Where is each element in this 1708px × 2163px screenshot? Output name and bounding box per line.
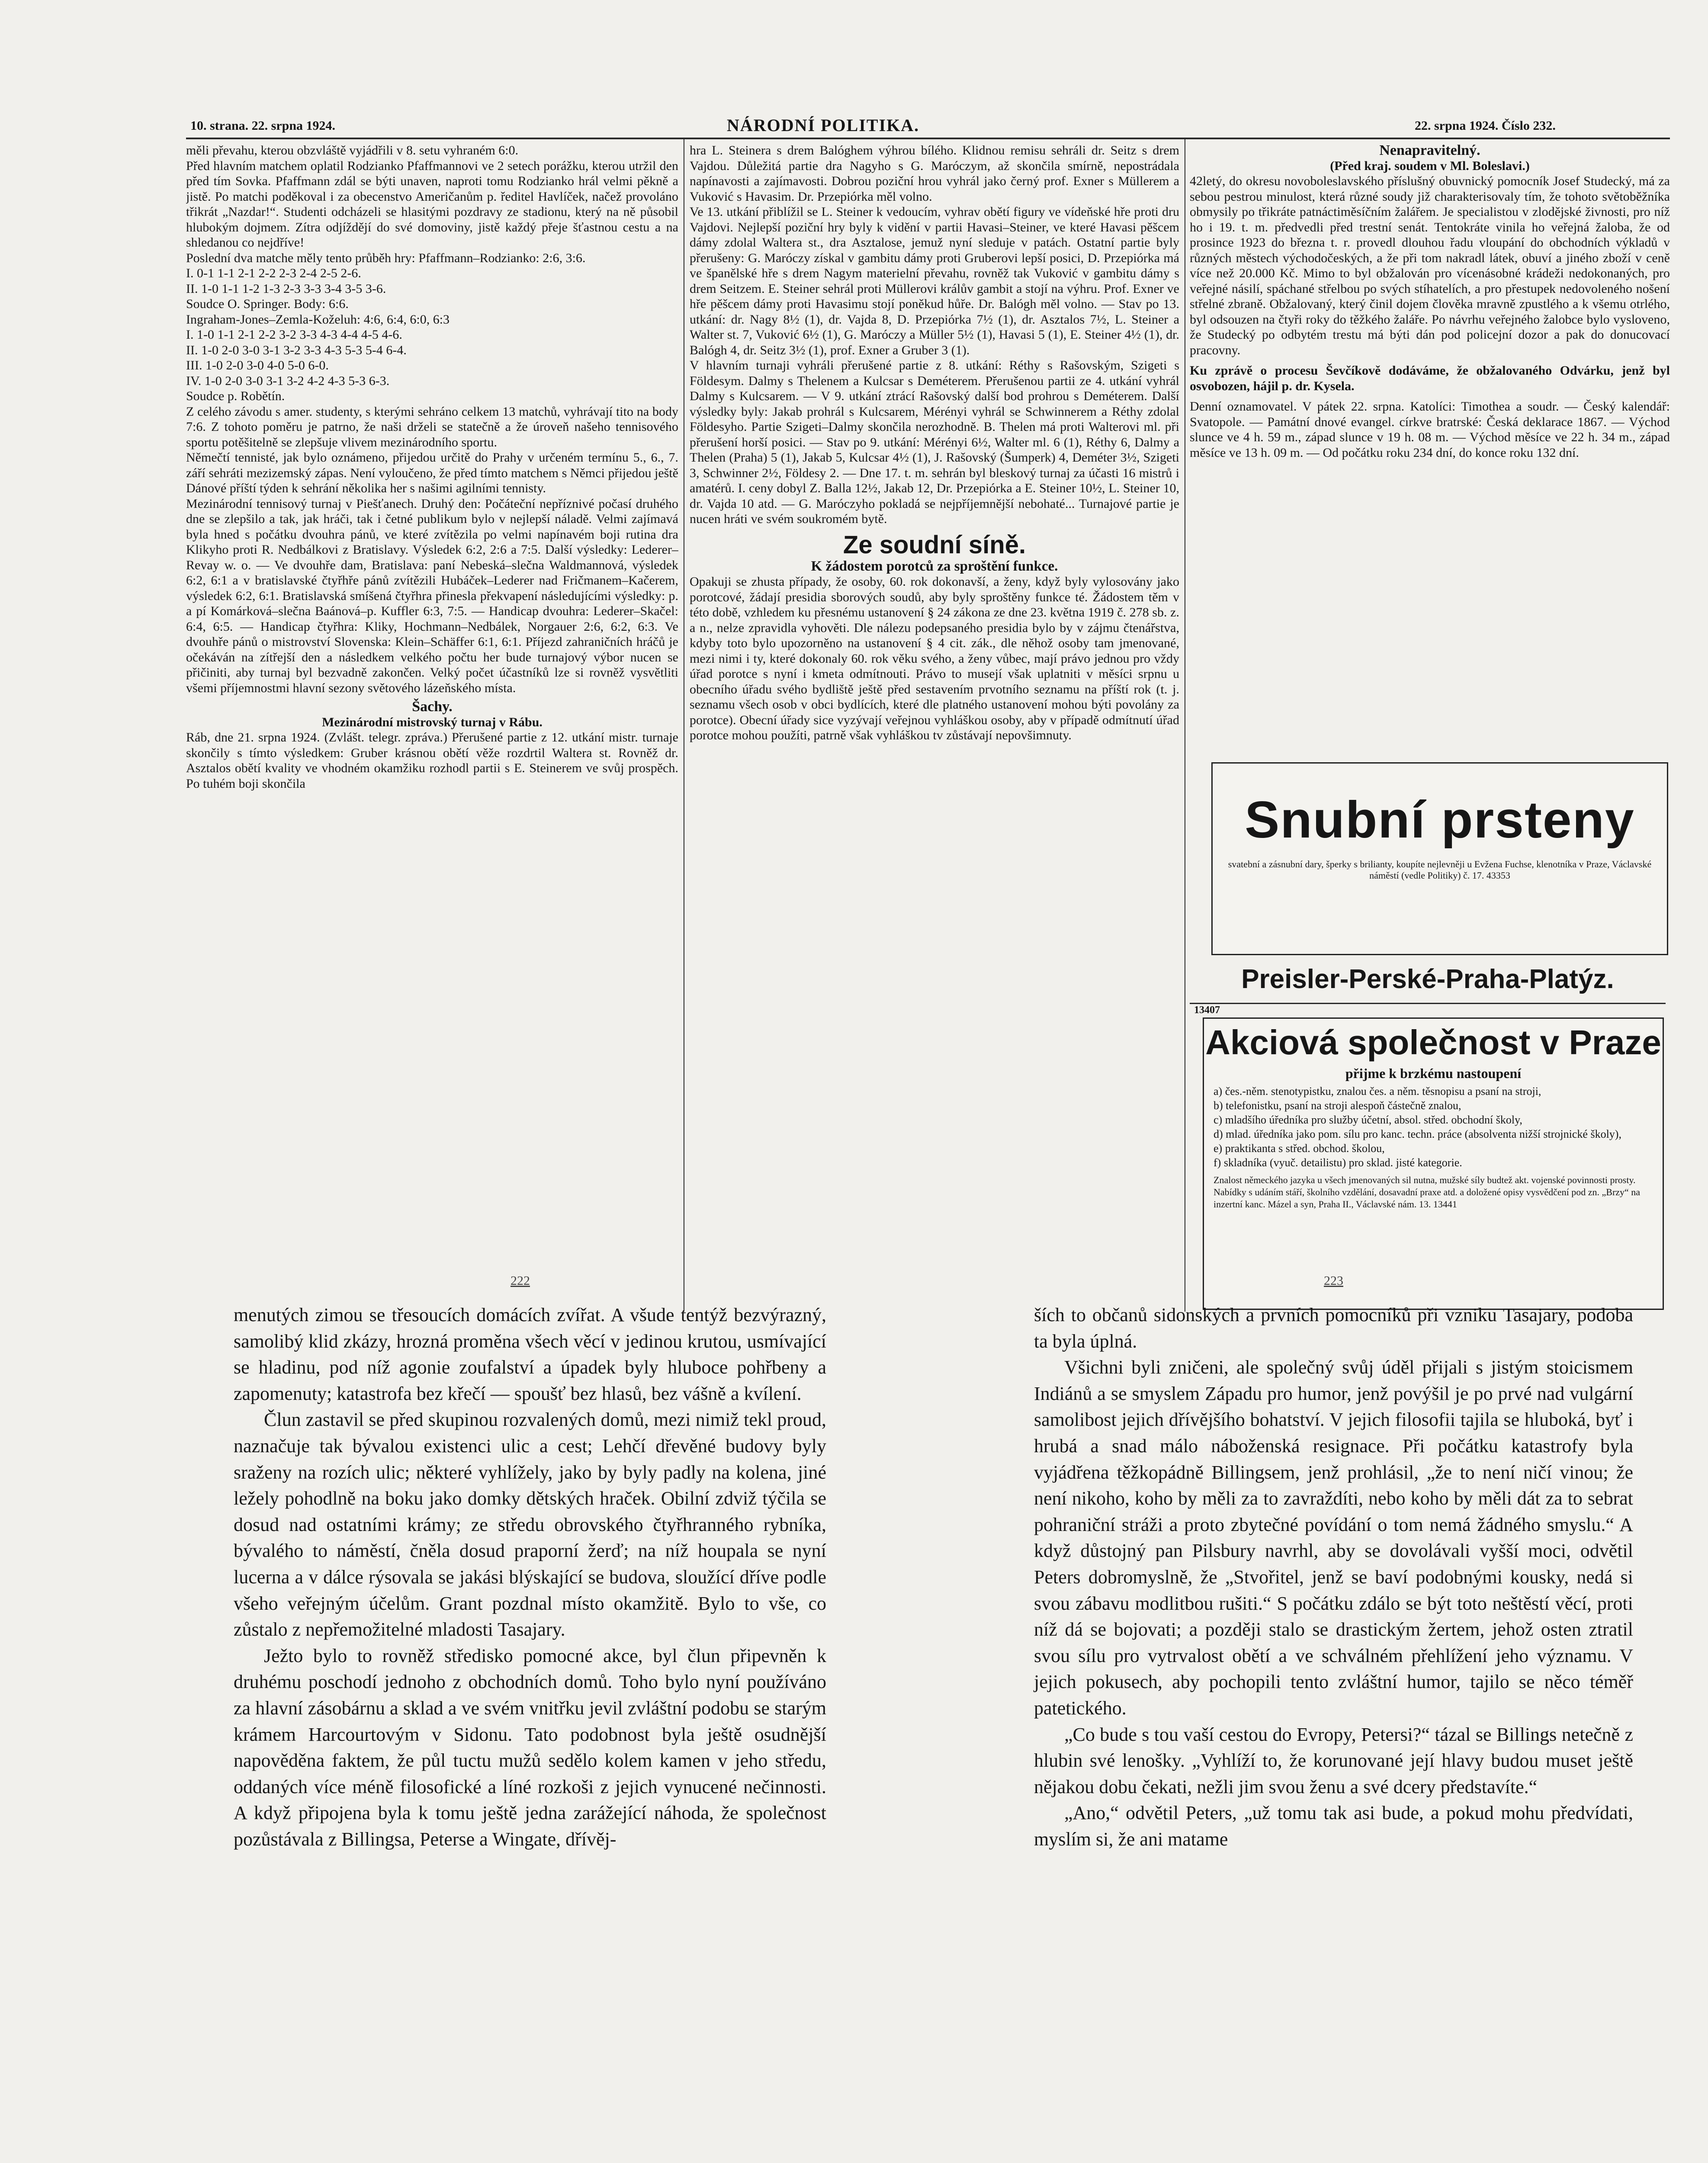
header-right: 22. srpna 1924. Číslo 232.	[1415, 119, 1556, 133]
article-heading: Mezinárodní mistrovský turnaj v Rábu.	[322, 715, 543, 729]
book-paragraph: Všichni byli zničeni, ale společný svůj úděl přijali s jistým stoicismem Indiánů a se smyslem Západu pro humor, jenž povýšil je po prvé nad vulgární samolibost jejich dřívějšího bohatství. V jejich filosofii tajila se hluboká, byť i hrubá a snad málo náboženská resignace. Při počátku katastrofy byla vyjádřena těžkopádně Billingsem, jenž prohlásil, „že to není ničí vinou; že není nikoho, koho by měli za to zavraždíti, nebo koho by měli dát za to sebrat pohraniční stráži a proto zbytečné povídání o tom nemá žádného smyslu.“ A když důstojný pan Pilsbury navrhl, aby se dovolávali vyšší moci, odvětil Peters dobromyslně, že „Stvořitel, jenž se baví podobnými kousky, nedá si svou zábavu modlitbou rušiti.“ S počátku zdálo se být toto neštěstí věcí, proti níž dá se bojovati; a později stalo se drastickým žertem, jehož osten ztratil svou sílu pro vytrvalost obětí a ve schválném přehlížení jeho významu. V jejich pokusech, aby pochopili tento zvláštní humor, tajilo se něco téměř patetického.	[1034, 1357, 1633, 1719]
section-heading-court: Ze soudní síně.	[843, 530, 1026, 559]
book-paragraph: Ježto bylo to rovněž středisko pomocné akce, byl člun připevněn k druhému poschodí jednoho z obchodních domů. Toho bylo nyní používáno za hlavní zásobárnu a sklad a ve svém vnitřku jevil zvláštní podobu se starým krámem Harcourtovým v Sidonu. Tato podobnost byla ještě osudnější napověděna faktem, že půl tuctu mužů sedělo kolem kamen v jeho středu, oddaných více méně filosofické a líné rozkoši z jejich vynucené nečinnosti. A když připojena byla k tomu ještě jedna zarážející náhoda, že společnost pozůstávala z Billingsa, Peterse a Wingate, dřívěj-	[234, 1645, 826, 1850]
score-line: IV. 1-0 2-0 3-0 3-1 3-2 4-2 4-3 5-3 6-3.	[186, 373, 390, 388]
article-paragraph: Ku zprávě o procesu Ševčíkově dodáváme, že obžalovaného Odvárku, jenž byl osvobozen, hájil p. dr. Kysela.	[1190, 363, 1670, 393]
ad-title: Akciová společnost v Praze	[1205, 1023, 1661, 1062]
section-heading-chess: Šachy.	[412, 699, 453, 715]
score-line: I. 1-0 1-1 2-1 2-2 3-2 3-3 4-3 4-4 4-5 4-6.	[186, 327, 402, 342]
ad-code: 13407	[1194, 1004, 1220, 1016]
article-paragraph: Opakuji se zhusta případy, že osoby, 60. rok dokonavší, a ženy, když byly vylosovány jako porotcové, žádají presidia sborových soudů, aby byly sproštěny funkce té. Žádostem těm v této době, vzhledem ku přesnému ustanovení § 24 zákona ze dne 23. května 1919 č. 278 sb. z. a n., nelze zpravidla vyhověti. Dle nálezu podepsaného presidia bylo by v zájmu čtenářstva, kdyby toto bylo upozorněno na ustanovení § 4 cit. zák., dle něhož osoby tam jmenované, mezi nimi i ty, které dokonaly 60. rok věku svého, a ženy vůbec, mají právo jednou pro vždy úřad porotce s nyní i kmeta odmítnouti. Právo to musejí však uplatniti v měsíci srpnu u obecního úřadu svého bydliště ještě před sestavením prvotního seznamu na příští rok (t. j. seznamu všech osob v obci bydlících, které dle platného ustanovení mohou býti povolány za porotce). Obecní úřady sice vyzývají veřejnou vyhláškou osoby, aby v případě odmítnutí úřad porotce mohou použíti, patrně však vyhláškou tv zůstávají nepovšimnuty.	[690, 574, 1179, 742]
daily-notice: Denní oznamovatel. V pátek 22. srpna. Katolíci: Timothea a soudr. — Český kalendář: Svatopole. — Památní dnové evangel. církve bratrské: Česká deklarace 1867. — Východ slunce ve 4 h. 59 m., západ slunce v 19 h. 08 m. — Východ měsíce ve 22 h. 34 m., západ měsíce ve 13 h. 09 m. — Od počátku roku 234 dní, do konce roku 132 dní.	[1190, 399, 1670, 460]
ad-title: Snubní prsteny	[1245, 791, 1635, 849]
book-paragraph: „Co bude s tou vaší cestou do Evropy, Petersi?“ tázal se Billings netečně z hlubin své lenošky. „Vyhlíží to, že korunované její hlavy budou muset ještě nějakou dobu čekati, nežli jim svou ženu a své dcery představíte.“	[1034, 1723, 1633, 1797]
article-heading: Nenapravitelný.	[1379, 143, 1480, 158]
score-line: Ingraham-Jones–Zemla-Koželuh: 4:6, 6:4, 6:0, 6:3	[186, 312, 450, 327]
book-paragraph: Člun zastavil se před skupinou rozvalených domů, mezi nimiž tekl proud, naznačuje tak bývalou existenci ulic a cest; Lehčí dřevěné budovy byly sraženy na rozích ulic; některé vyhlížely, jako by byly padly na kolena, jiné ležely pohodlně na boku jako domky dětských hraček. Obilní zdviž týčila se dosud nad ostatními krámy; ze středu obrovského čtyřhranného rybníka, bývalého to náměstí, čněla dosud praporní žerď; na níž houpala se nyní lucerna a v dálce rýsovala se jakási blýskající se budova, sloužící dříve podle všeho veřejným účelům. Grant pozdnal místo okamžitě. Bylo to vše, co zůstalo z nepřemožitelné mladosti Tasajary.	[234, 1409, 826, 1640]
advertisement-carpets: Preisler-Perské-Praha-Platýz.	[1241, 964, 1614, 994]
score-line: Soudce O. Springer. Body: 6:6.	[186, 297, 349, 311]
score-line: II. 1-0 1-1 1-2 1-3 2-3 3-3 3-4 3-5 3-6.	[186, 281, 386, 296]
article-paragraph: Z celého závodu s amer. studenty, s kterými sehráno celkem 13 matchů, vyhrávají tito na body 7:6. Z tohoto poměru je patrno, že naši drželi se statečně a že úroveň našeho tennisového sportu potěšitelně se zlepšuje vlivem mezinárodního sportu.	[186, 404, 678, 449]
header-rule	[186, 138, 1670, 139]
article-paragraph: Ráb, dne 21. srpna 1924. (Zvlášt. telegr. zpráva.) Přerušené partie z 12. utkání mistr. turnaje skončily s tímto výsledkem: Gruber krásnou obětí věže rozdrtil Waltera st. Rovněž dr. Asztalos obětí kvality ve vhodném okamžiku rozhodl partii s E. Steinerem ve svůj prospěch. Po tuhém boji skončila	[186, 730, 678, 791]
book-paragraph: menutých zimou se třesoucích domácích zvířat. A všude tentýž bezvýrazný, samolibý klid zkázy, hrozná proměna všech věcí v jedinou krutou, usmívající se hladinu, pod níž agonie zoufalství a úpadek byly hluboce pohřbeny a zapomenuty; katastrofa bez křečí — spoušť bez hlasů, bez vášně a kvílení.	[234, 1304, 826, 1404]
ad-text: svatební a zásnubní dary, šperky s brilianty, koupíte nejlevněji u Evžena Fuchse, klenotníka v Praze, Václavské náměstí (vedle Politiky) č. 17. 43353	[1228, 859, 1652, 881]
job-item: f) skladníka (vyuč. detailistu) pro sklad. jisté kategorie.	[1214, 1156, 1462, 1169]
divider	[1190, 1003, 1666, 1004]
job-item: c) mladšího úředníka pro služby účetní, absol. střed. obchodní školy,	[1214, 1114, 1522, 1126]
article-paragraph: Ve 13. utkání přiblížil se L. Steiner k vedoucím, vyhrav obětí figury ve vídeňské hře proti dru Vajdovi. Nejlepší poziční hry byly k vidění v partii Havasi–Steiner, ve které Havasi pěšcem dámy zdolal Waltera st., dra Asztalose, jemuž nyní sleduje v patách. Ostatní partie byly přerušeny: G. Maróczy získal v gambitu dámy proti Gruberovi lepší posici, D. Przepiórka má ve španělské hře s drem Nagym materielní převahu, rovněž tak Vuković v gambitu dámy s drem Seitzem. E. Steiner sehrál proti Müllerovi králův gambit a stojí na výhru. Prof. Exner ve hře pěšcem dámy proti Havasimu stojí poněkud hůře. Dr. Balógh měl volno. — Stav po 13. utkání: dr. Nagy 8½ (1), dr. Vajda 8, D. Przepiórka 7½ (1), dr. Asztalos 7½, L. Steiner a Walter st. 7, Vuković 6½ (1), G. Maróczy a Müller 5½ (1), Havasi 5 (1), E. Steiner 4½ (1), dr. Balógh 4, dr. Seitz 3½ (1), prof. Exner a Gruber 3 (1).	[690, 205, 1179, 357]
article-heading: K žádostem porotců za sproštění funkce.	[811, 558, 1058, 574]
book-paragraph: ších to občanů sidonských a prvních pomocníků při vzniku Tasajary, podoba ta byla úplná.	[1034, 1304, 1633, 1352]
page-number-left: 222	[510, 1274, 530, 1288]
score-line: I. 0-1 1-1 2-1 2-2 2-3 2-4 2-5 2-6.	[186, 266, 361, 280]
book-paragraph: „Ano,“ odvětil Peters, „už tomu tak asi bude, a pokud mohu předvídati, myslím si, že ani matame	[1034, 1802, 1633, 1850]
masthead: NÁRODNÍ POLITIKA.	[727, 116, 920, 135]
newspaper-column-3	[1190, 143, 1670, 757]
article-paragraph: Němečtí tennisté, jak bylo oznámeno, přijedou určitě do Prahy v určeném termínu 5., 6., 7. září sehráti mezizemský zápas. Není vyloučeno, že před tímto matchem s Němci přijedou ještě Dánové příští týden k sehrání několika her s našimi agilními tennisty.	[186, 450, 678, 495]
article-paragraph: 42letý, do okresu novoboleslavského příslušný obuvnický pomocník Josef Studecký, má za sebou pestrou minulost, která různé soudy již charakterisovaly tím, že tohoto světoběžníka obmysily po třikráte patnáctiměsíčním žalářem. Je specialistou v zlodějské živnosti, pro níž ho i 19. t. m. předvedli před trestní senát. Tentokráte vinila ho veřejná žaloba, že od prosince 1923 do března t. r. provedl dlouhou řadu vloupání do obchodních výkladů v různých městech východočeských, a že při tom nakradl látek, obuví a jiného zboží v ceně více než 20.000 Kč. Mimo to byl obžalován pro vícenásobné krádeži nedokonaných, pro veřejné násilí, spáchané střelbou po svých stíhatelích, a pro přestupek nedovoleného nošení střelné zbraně. Obžalovaný, který činil dojem člověka mravně zpustlého a k všemu otrlého, byl odsouzen na čtyři roky do těžkého žaláře. Po návrhu veřejného žalobce bylo vysloveno, že Studecký po odbytém trestu má býti dán pod policejní dozor a pak do donucovací pracovny.	[1190, 174, 1670, 357]
newspaper-column-2	[690, 143, 1179, 1306]
header-left: 10. strana. 22. srpna 1924.	[190, 119, 336, 133]
book-page-right	[1034, 1302, 1633, 2163]
job-item: d) mlad. úředníka jako pom. sílu pro kanc. techn. práce (absolventa nižší strojnické školy),	[1214, 1128, 1621, 1140]
advertisement-jobs	[1203, 1017, 1664, 1310]
advertisement-rings	[1211, 762, 1668, 955]
article-paragraph: Poslední dva matche měly tento průběh hry: Pfaffmann–Rodzianko: 2:6, 3:6.	[186, 250, 586, 265]
article-paragraph: Mezinárodní tennisový turnaj v Piešťanech. Druhý den: Počáteční nepříznivé počasí druhého dne se zlepšilo a tak, jak hráči, tak i četné publikum bylo v nejlepší náladě. Velmi zajímavá byla hned s počátku dvouhra pánů, ve které zvítězila po velmi napínavém boji rutina dra Klikyho proti R. Nedbálkovi z Bratislavy. Výsledek 6:2, 2:6 a 7:5. Další výsledky: Lederer–Revay w. o. — Ve dvouhře dam, Bratislava: paní Nebeská–slečna Waldmannová, výsledek 6:2, 6:1 a v bratislavské čtyřhře pánů zvítězili Hubáček–Lederer nad Fričmanem–Kačerem, výsledek 6:2, 6:1. Bratislavská smíšená čtyřhra přinesla překvapení následujícími výsledky: p. a pí Komárková–slečna Baánová–p. Kuffler 6:3, 7:5. — Handicap dvouhra: Lederer–Skačel: 6:4, 6:5. — Handicap čtyřhra: Kliky, Hochmann–Nedbálek, Norgauer 2:6, 6:2, 6:3. Ve dvouhře pánů o mistrovství Slovenska: Klein–Schäffer 6:1, 6:1. Příjezd zahraničních hráčů je očekáván na zítřejší den a následkem velkého počtu her bude turnajový výbor nucen se přičiniti, aby turnaj byl bezvadně zakončen. Velký počet účastníků lze si rovněž vysvětliti všemi příjemnostmi hlavní sezony světového lázeňského místa.	[186, 496, 678, 695]
article-subheading: (Před kraj. soudem v Ml. Boleslavi.)	[1330, 158, 1530, 173]
score-line: II. 1-0 2-0 3-0 3-1 3-2 3-3 4-3 5-3 5-4 6-4.	[186, 343, 407, 357]
article-paragraph: měli převahu, kterou obzvláště vyjádřili v 8. setu vyhraném 6:0.	[186, 143, 519, 157]
article-paragraph: hra L. Steinera s drem Balóghem výhrou bílého. Klidnou remisu sehráli dr. Seitz s drem Vajdou. Důležitá partie dra Nagyho s G. Maróczym, až skončila smírně, nepostrádala napínavosti a zajímavosti. Dobrou poziční hrou vyhrál jako černý prof. Exner s Müllerem a Vuković s Havasim. Dr. Przepiórka měl volno.	[690, 143, 1179, 204]
page-number-right: 223	[1324, 1274, 1343, 1288]
job-item: a) čes.-něm. stenotypistku, znalou čes. a něm. těsnopisu a psaní na stroji,	[1214, 1085, 1541, 1098]
article-paragraph: Před hlavním matchem oplatil Rodzianko Pfaffmannovi ve 2 setech porážku, kterou utržil den před tím Sovka. Pfaffmann zdál se býti unaven, naproti tomu Rodzianko hrál velmi pěkně a jistě. Po matchi poděkoval i za obecenstvo Američanům p. ředitel Havlíček, načež provoláno třikrát „Nazdar!“. Studenti odcházeli se hlasitými pozdravy ze stadionu, který na ně působil hlubokým dojmem. Zítra odjíždějí do své domoviny, jistě každý přeje šťastnou cestu a na shledanou co nejdříve!	[186, 158, 678, 250]
newspaper-column-1	[186, 143, 678, 1306]
score-line: III. 1-0 2-0 3-0 4-0 5-0 6-0.	[186, 358, 329, 372]
ad-subtitle: přijme k brzkému nastoupení	[1345, 1065, 1522, 1081]
article-paragraph: V hlavním turnaji vyhráli přerušené partie z 8. utkání: Réthy s Rašovským, Szigeti s Földesym. Dalmy s Thelenem a Kulcsar s Deméterem. Přerušenou partii ze 4. utkání vyhrál Dalmy s Kulcsarem. — V 9. utkání ztrácí Rašovský další bod prohrou s Deméterem. Další výsledky byly: Jakab prohrál s Kulcsarem, Mérényi vyhrál se Schwinnerem a Réthy zdolal Földesyho. Partie Szigeti–Dalmy skončila nerozhodně. B. Thelen má proti Walterovi ml. při přerušení horší posici. — Stav po 9. utkání: Mérényi 6½, Walter ml. 6 (1), Réthy 6, Dalmy a Thelen (Praha) 5 (1), Jakab 5, Kulcsar 4½ (1), J. Rašovský (Šumperk) 4, Deméter 3½, Szigeti 3, Schwinner 2½, Földesy 2. — Dne 17. t. m. sehrán byl bleskový turnaj za účasti 16 mistrů i amatérů. I. ceny dobyl Z. Balla 12½, Jakab 12, Dr. Przepiórka a E. Steiner 10½, L. Steiner 10, dr. Vajda 10 atd. — G. Maróczyho pokladá se nejpříjemnější nebohaté... Turnajové partie je nucen hráti ve svém soukromém bytě.	[690, 358, 1179, 526]
job-item: b) telefonistku, psaní na stroji alespoň částečně znalou,	[1214, 1099, 1461, 1112]
book-page-left	[234, 1302, 826, 2163]
score-line: Soudce p. Robětín.	[186, 389, 285, 403]
ad-text: Znalost německého jazyka u všech jmenovaných sil nutna, mužské síly budtež akt. vojenské povinnosti prosty. Nabídky s udáním stáří, školního vzdělání, dosavadní praxe atd. a doložené opisy vysvědčení pod zn. „Brzy“ na inzertní kanc. Mázel a syn, Praha II., Václavské nám. 13. 13441	[1214, 1175, 1641, 1210]
job-item: e) praktikanta s střed. obchod. školou,	[1214, 1142, 1385, 1155]
